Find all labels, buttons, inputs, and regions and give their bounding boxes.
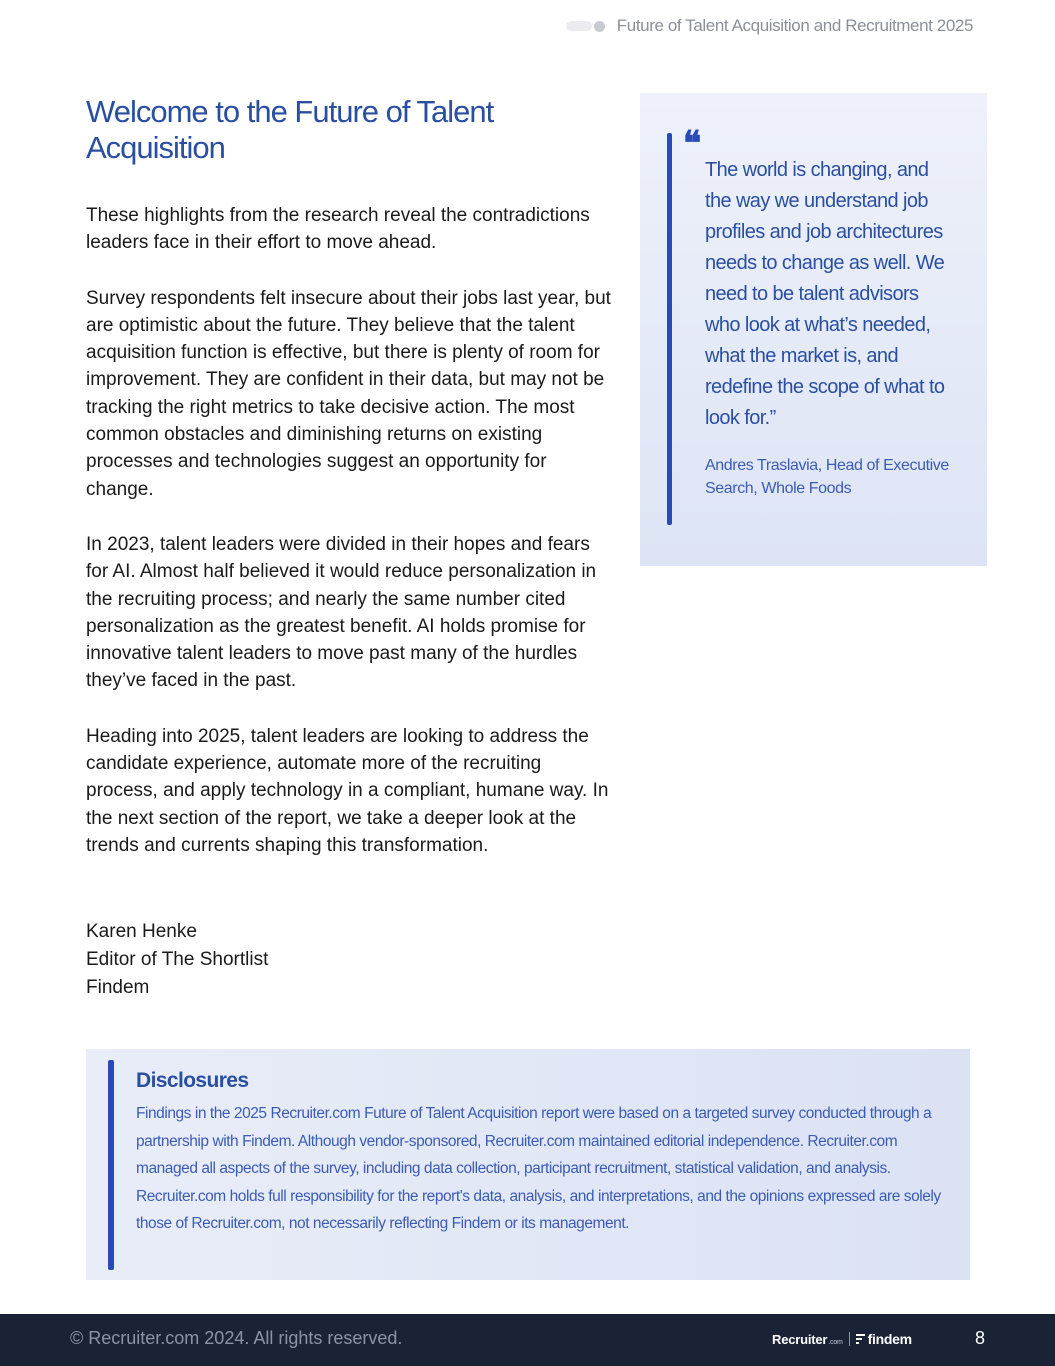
signature-name: Karen Henke [86,921,197,942]
footer [0,1314,1055,1366]
paragraph-2025: Heading into 2025, talent leaders are looking to address the candidate experience, automate more of the recruiting process, and apply technology in a compliant, humane way. In the next section of the report, we take a deeper look at the trends and currents shaping this transformation. [86,725,609,856]
recruiter-logo-suffix: .com [828,1338,843,1346]
header-decoration-icon [566,21,605,32]
paragraph-ai: In 2023, talent leaders were divided in their hopes and fears for AI. Almost half believed it would reduce personalization in the recruiting process; and nearly the same number cited personalization as the greatest benefit. AI holds promise for innovative talent leaders to move past many of the hurdles they’ve faced in the past. [86,533,597,692]
quote-accent-bar [667,133,672,525]
running-header [566,16,973,36]
signature [86,918,268,1002]
signature-org: Findem [86,977,150,998]
disclosures-box [86,1049,970,1280]
disclosures-accent-bar [108,1060,114,1270]
findem-logo [856,1331,912,1347]
findem-logo-text: findem [867,1331,912,1347]
signature-role: Editor of The Shortlist [86,949,269,970]
recruiter-logo [772,1332,843,1347]
quote-text: The world is changing, and the way we understand job profiles and job architectures needs to change as well. We need to be talent advisors who look at what’s needed, what the market is, and redefine the scope of what to look for.” [705,159,945,429]
logo-divider [849,1332,850,1346]
quote-mark-icon: ❝ [683,124,702,164]
paragraph-intro: These highlights from the research reveal the contradictions leaders face in their effort to move ahead. [86,205,590,254]
footer-copyright: © Recruiter.com 2024. All rights reserved. [70,1328,403,1348]
page-title: Welcome to the Future of Talent Acquisition [86,94,494,165]
quote-attribution: Andres Traslavia, Head of Executive Search, Whole Foods [705,457,949,497]
disclosures-text: Findings in the 2025 Recruiter.com Future of Talent Acquisition report were based on a targeted survey conducted through a partnership with Findem. Although vendor-sponsored, Recruiter.com maintained editorial independence. Recruiter.com managed all aspects of the survey, including data collection, participant recruitment, statistical validation, and analysis. Recruiter.com holds full responsibility for the report's data, analysis, and interpretations, and the opinions expressed are solely those of Recruiter.com, not necessarily reflecting Findem or its management. [136,1105,941,1232]
paragraph-survey: Survey respondents felt insecure about their jobs last year, but are optimistic about the future. They believe that the talent acquisition function is effective, but there is plenty of room for improvement. They are confident in their data, but may not be tracking the right metrics to take decisive action. The most common obstacles and diminishing returns on existing processes and technologies suggest an opportunity for change. [86,287,611,500]
footer-logos [772,1331,912,1347]
pull-quote [640,93,987,566]
disclosures-title: Disclosures [136,1069,249,1092]
running-title: Future of Talent Acquisition and Recruitment 2025 [616,16,973,35]
findem-mark-icon [856,1334,865,1344]
page-number: 8 [975,1328,986,1348]
body-text [86,202,616,887]
recruiter-logo-text: Recruiter [772,1331,828,1347]
